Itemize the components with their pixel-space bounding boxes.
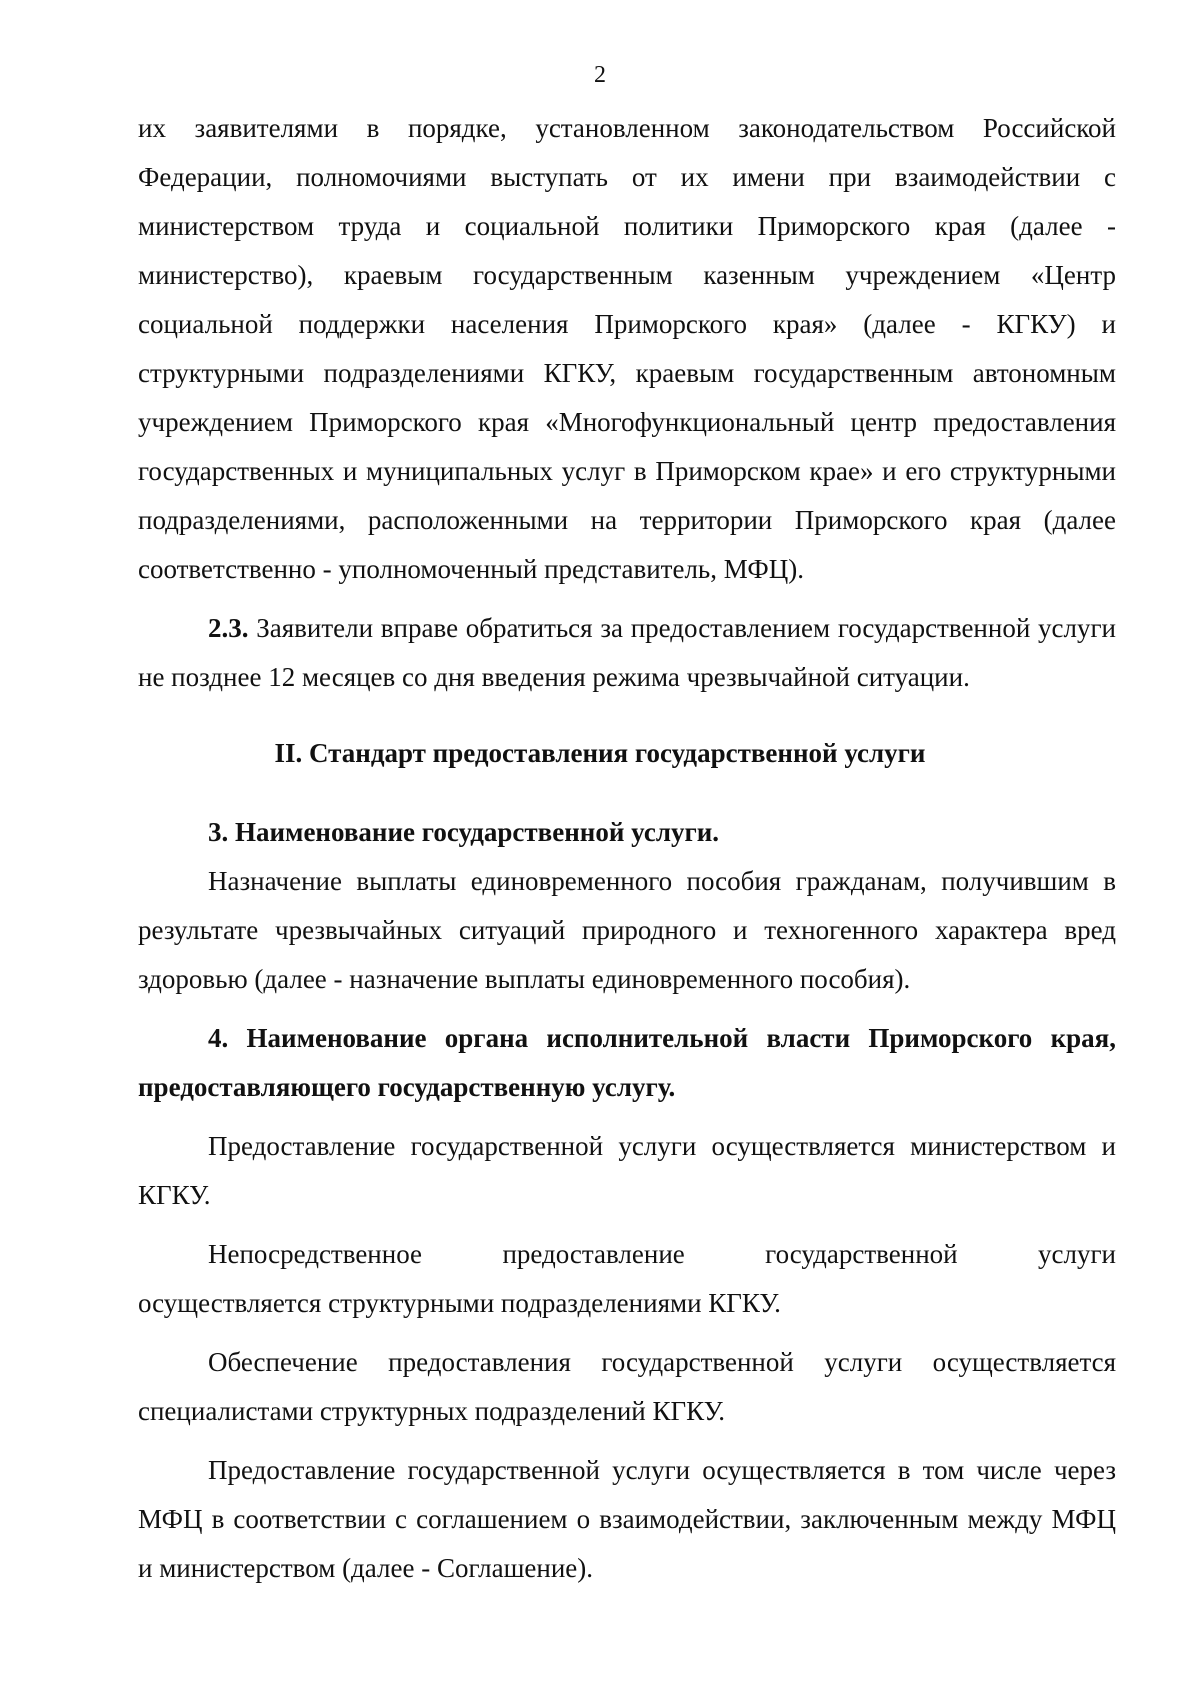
clause-3-heading: 3. Наименование государственной услуги. [208,817,720,847]
clause-3-text: Назначение выплаты единовременного пособия гражданам, получившим в результате чрезвычайных ситуаций природного и техногенного характера вред здоровью (далее - назначение выплаты единовременного пособия). [138,866,1116,994]
clause-2-3-number: 2.3. [208,613,249,643]
clause-4-paragraph-4: Предоставление государственной услуги осуществляется в том числе через МФЦ в соответствии с соглашением о взаимодействии, заключенным между МФЦ и министерством (далее - Соглашение). [138,1455,1116,1583]
clause-4-paragraph-2-word: Непосредственное [208,1239,423,1269]
clause-2-3-text: Заявители вправе обратиться за предоставлением государственной услуги не позднее 12 месяцев со дня введения режима чрезвычайной ситуации. [138,613,1116,692]
continuation-paragraph: их заявителями в порядке, установленном законодательством Российской Федерации, полномочиями выступать от их имени при взаимодействии с министерством труда и социальной политики Приморского края (далее - министерство), краевым государственным казенным учреждением «Центр социальной поддержки населения Приморского края» (далее - КГКУ) и структурными подразделениями КГКУ, краевым государственным автономным учреждением Приморского края «Многофункциональный центр предоставления государственных и муниципальных услуг в Приморском крае» и его структурными подразделениями, расположенными на территории Приморского края (далее соответственно - уполномоченный представитель, МФЦ). [138,113,1116,584]
clause-4-paragraph-2 [138,1230,1116,1328]
continuation-block [138,104,1116,702]
clause-4-paragraph-2-word: услуги [1038,1239,1116,1269]
clause-4-paragraph-2-line-2: осуществляется структурными подразделениями КГКУ. [138,1288,781,1318]
clause-4-paragraph-2-word: предоставление [502,1239,685,1269]
clauses-block [138,808,1116,1593]
clause-4-paragraph-1: Предоставление государственной услуги осуществляется министерством и КГКУ. [138,1131,1116,1210]
section-title: II. Стандарт предоставления государственной услуги [274,738,926,768]
clause-4-paragraph-2-word: государственной [765,1239,958,1269]
page-number: 2 [594,62,606,88]
clause-4-paragraph-2-line-1 [138,1230,1116,1279]
clause-2-3 [138,604,1116,702]
clause-4-heading: 4. Наименование органа исполнительной власти Приморского края, предоставляющего государственную услугу. [138,1023,1116,1102]
clause-4-paragraph-3: Обеспечение предоставления государственной услуги осуществляется специалистами структурных подразделений КГКУ. [138,1347,1116,1426]
